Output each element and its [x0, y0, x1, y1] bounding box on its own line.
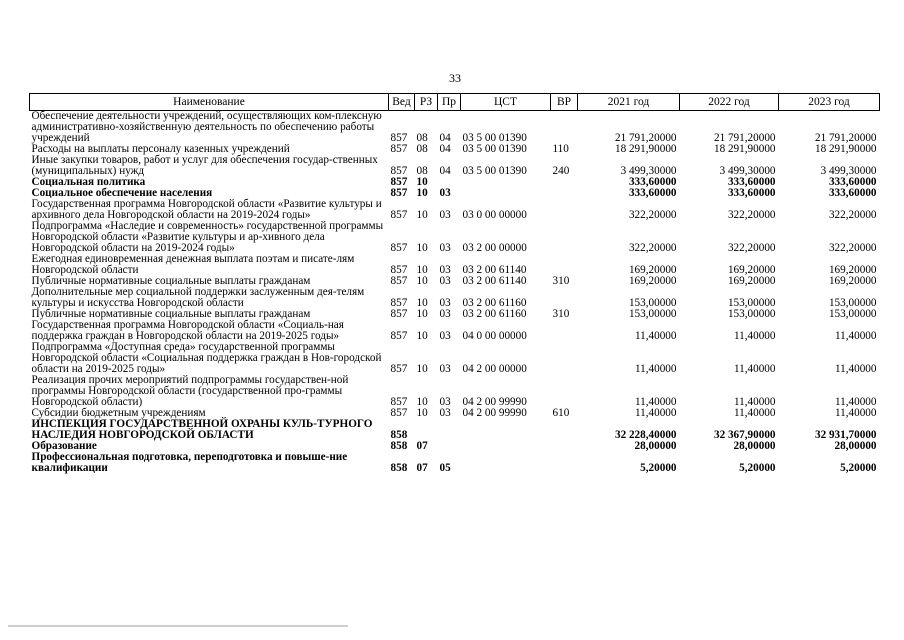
- table-cell-vr: [551, 342, 578, 375]
- table-cell-2021: 153,00000: [628, 308, 677, 320]
- table-cell-cst: 03 5 00 01390: [462, 132, 527, 144]
- table-cell-pr: 03: [439, 330, 451, 342]
- table-cell-2021: 169,20000: [628, 275, 677, 287]
- table-cell-2022: 11,40000: [733, 396, 776, 408]
- table-cell-name: Реализация прочих мероприятий подпрограммы государствен-ной программы Новгородской области (государственной про-граммы Новгородской области): [31, 374, 349, 408]
- table-cell-2021: 18 291,90000: [614, 143, 677, 155]
- table-cell-cst: [461, 452, 551, 474]
- table-cell-cst: 04 0 00 00000: [462, 330, 527, 342]
- table-cell-name: Профессиональная подготовка, переподготовка и повыше-ние квалификации: [31, 451, 348, 474]
- table-cell-ved: 857: [390, 275, 408, 287]
- table-cell-rz: 10: [416, 242, 428, 254]
- table-cell-2022: 322,20000: [727, 209, 776, 221]
- table-cell-ved: 857: [390, 407, 408, 419]
- table-cell-rz: 10: [416, 363, 428, 375]
- table-cell-rz: 07: [416, 440, 428, 452]
- table-cell-pr: 03: [439, 264, 451, 276]
- table-cell-rz: 10: [416, 308, 428, 320]
- table-cell-2023: 11,40000: [834, 330, 877, 342]
- table-cell-pr: 04: [439, 143, 451, 155]
- table-cell-2023: 11,40000: [834, 407, 877, 419]
- table-cell-name: Ежегодная единовременная денежная выплата поэтам и писате-лям Новгородской области: [31, 253, 355, 276]
- table-cell-2022: 3 499,30000: [719, 165, 776, 177]
- table-cell-2023: 21 791,20000: [814, 132, 877, 144]
- table-cell-2022: 153,00000: [727, 308, 776, 320]
- table-cell-ved: 858: [390, 440, 408, 452]
- table-cell-vr: [551, 419, 578, 441]
- table-row: [30, 452, 880, 474]
- table-cell-cst: [461, 188, 551, 199]
- header-2023: 2023 год: [779, 94, 880, 111]
- table-cell-ved: 857: [390, 242, 408, 254]
- table-cell-vr: 240: [552, 165, 570, 177]
- table-cell-vr: 310: [552, 308, 570, 320]
- table-cell-2023: 28,00000: [834, 440, 877, 452]
- table-cell-cst: [461, 177, 551, 188]
- table-cell-vr: 110: [552, 143, 569, 155]
- table-cell-cst: 03 5 00 01390: [462, 165, 527, 177]
- header-ved: Вед: [389, 94, 415, 111]
- table-cell-vr: 310: [552, 275, 570, 287]
- table-cell-2023: 333,60000: [828, 187, 877, 199]
- table-cell-2022: 153,00000: [727, 297, 776, 309]
- table-cell-2022: 11,40000: [733, 363, 776, 375]
- table-cell-rz: [415, 419, 438, 441]
- table-cell-name: Иные закупки товаров, работ и услуг для обеспечения государ-ственных (муниципальных) нужд: [31, 154, 378, 177]
- table-cell-cst: 03 2 00 61140: [462, 264, 527, 276]
- table-cell-cst: [461, 419, 551, 441]
- table-cell-rz: 08: [416, 143, 428, 155]
- table-cell-cst: 03 2 00 61160: [462, 297, 527, 309]
- table-cell-name: ИНСПЕКЦИЯ ГОСУДАРСТВЕННОЙ ОХРАНЫ КУЛЬ-ТУРНОГО НАСЛЕДИЯ НОВГОРОДСКОЙ ОБЛАСТИ: [31, 418, 373, 441]
- table-cell-cst: 03 2 00 61160: [462, 308, 527, 320]
- table-cell-2022: 21 791,20000: [713, 132, 776, 144]
- table-cell-2023: 169,20000: [828, 275, 877, 287]
- table-cell-pr: [438, 441, 461, 452]
- table-cell-rz: 10: [416, 396, 428, 408]
- table-cell-vr: [551, 254, 578, 276]
- table-cell-pr: 03: [439, 396, 451, 408]
- table-cell-vr: [551, 452, 578, 474]
- table-cell-2023: 333,60000: [828, 176, 877, 188]
- table-cell-rz: 08: [416, 132, 428, 144]
- table-cell-2023: 169,20000: [828, 264, 877, 276]
- table-cell-vr: 610: [552, 407, 570, 419]
- table-cell-2022: 5,20000: [739, 462, 776, 474]
- header-name: Наименование: [30, 94, 389, 111]
- table-cell-2023: 322,20000: [828, 209, 877, 221]
- table-cell-2022: 333,60000: [727, 176, 776, 188]
- table-row: [30, 342, 880, 375]
- table-cell-vr: [551, 111, 578, 145]
- table-header-row: [30, 94, 880, 111]
- table-cell-ved: 857: [390, 363, 408, 375]
- table-cell-cst: 03 2 00 00000: [462, 242, 527, 254]
- table-row: [30, 155, 880, 177]
- table-cell-pr: 04: [439, 165, 451, 177]
- table-cell-cst: 03 5 00 01390: [462, 143, 527, 155]
- table-row: [30, 419, 880, 441]
- header-2022: 2022 год: [680, 94, 779, 111]
- header-vr: ВР: [551, 94, 578, 111]
- table-cell-name: Обеспечение деятельности учреждений, осуществляющих ком-плексную административно-хозяйственную деятельность по обеспечению работы учреждений: [31, 110, 382, 144]
- header-pr: Пр: [438, 94, 461, 111]
- table-cell-pr: 03: [439, 275, 451, 287]
- table-cell-2021: 322,20000: [628, 242, 677, 254]
- table-cell-2023: 18 291,90000: [814, 143, 877, 155]
- page-number: 33: [449, 71, 461, 85]
- table-cell-ved: 857: [390, 165, 408, 177]
- table-cell-cst: 03 0 00 00000: [462, 209, 527, 221]
- table-cell-ved: 858: [390, 462, 408, 474]
- table-cell-2022: 32 367,90000: [713, 429, 776, 441]
- table-cell-vr: [551, 375, 578, 408]
- table-cell-2023: 3 499,30000: [820, 165, 877, 177]
- table-cell-name: Субсидии бюджетным учреждениям: [31, 407, 206, 419]
- table-cell-2022: 333,60000: [727, 187, 776, 199]
- table-cell-name: Образование: [31, 440, 97, 452]
- table-cell-ved: 857: [390, 297, 408, 309]
- table-cell-cst: 04 2 00 99990: [462, 407, 527, 419]
- table-cell-2023: 153,00000: [828, 308, 877, 320]
- table-cell-ved: 857: [390, 176, 408, 188]
- table-cell-ved: 857: [390, 132, 408, 144]
- table-cell-name: Подпрограмма «Наследие и современность» государственной программы Новгородской области «Развитие культуры и ар-хивного дела Новгородской области на 2019-2024 годы»: [31, 220, 384, 254]
- table-cell-2021: 32 228,40000: [614, 429, 677, 441]
- table-cell-rz: 08: [416, 165, 428, 177]
- table-cell-rz: 10: [416, 209, 428, 221]
- table-cell-2022: 169,20000: [727, 264, 776, 276]
- table-cell-name: Государственная программа Новгородской области «Развитие культуры и архивного дела Новгородской области на 2019-2024 годы»: [31, 198, 382, 221]
- table-cell-ved: 857: [390, 187, 408, 199]
- table-cell-name: Социальная политика: [31, 176, 146, 188]
- header-cst: ЦСТ: [461, 94, 551, 111]
- table-cell-2021: 21 791,20000: [614, 132, 677, 144]
- table-cell-name: Государственная программа Новгородской области «Социаль-ная поддержка граждан в Новгородской области на 2019-2025 годы»: [31, 319, 344, 342]
- table-cell-rz: 10: [416, 176, 428, 188]
- table-cell-2021: 333,60000: [628, 176, 677, 188]
- table-cell-2021: 3 499,30000: [620, 165, 677, 177]
- table-row: [30, 111, 880, 145]
- table-cell-2023: 32 931,70000: [814, 429, 877, 441]
- table-cell-2023: 153,00000: [828, 297, 877, 309]
- table-cell-vr: [551, 441, 578, 452]
- table-cell-2021: 333,60000: [628, 187, 677, 199]
- table-row: [30, 320, 880, 342]
- table-cell-rz: 10: [416, 407, 428, 419]
- table-cell-2021: 169,20000: [628, 264, 677, 276]
- table-cell-pr: 03: [439, 209, 451, 221]
- table-cell-pr: [438, 419, 461, 441]
- table-cell-ved: 857: [390, 209, 408, 221]
- table-cell-rz: 10: [416, 264, 428, 276]
- table-row: [30, 287, 880, 309]
- table-cell-2022: 11,40000: [733, 407, 776, 419]
- header-rz: РЗ: [415, 94, 438, 111]
- table-cell-cst: 04 2 00 99990: [462, 396, 527, 408]
- table-cell-2023: 11,40000: [834, 396, 877, 408]
- table-cell-vr: [551, 199, 578, 221]
- table-cell-2023: 11,40000: [834, 363, 877, 375]
- table-cell-rz: 10: [416, 330, 428, 342]
- table-cell-name: Социальное обеспечение населения: [31, 187, 213, 199]
- table-cell-2021: 11,40000: [634, 330, 677, 342]
- table-cell-2021: 5,20000: [640, 462, 677, 474]
- table-cell-2022: 11,40000: [733, 330, 776, 342]
- table-cell-rz: 07: [416, 462, 428, 474]
- table-row: [30, 199, 880, 221]
- header-2021: 2021 год: [578, 94, 680, 111]
- table-cell-ved: 857: [390, 330, 408, 342]
- table-cell-2023: 322,20000: [828, 242, 877, 254]
- table-cell-2022: 28,00000: [733, 440, 776, 452]
- table-cell-2021: 153,00000: [628, 297, 677, 309]
- table-cell-rz: 10: [416, 297, 428, 309]
- table-row: [30, 254, 880, 276]
- table-cell-rz: 10: [416, 275, 428, 287]
- table-cell-pr: 03: [439, 308, 451, 320]
- table-cell-2022: 18 291,90000: [713, 143, 776, 155]
- table-cell-rz: 10: [416, 187, 428, 199]
- budget-table: [29, 93, 880, 474]
- table-cell-pr: 03: [439, 363, 451, 375]
- table-cell-name: Расходы на выплаты персоналу казенных учреждений: [31, 143, 290, 155]
- table-cell-2022: 322,20000: [727, 242, 776, 254]
- table-cell-vr: [551, 221, 578, 254]
- table-cell-pr: 03: [439, 187, 451, 199]
- table-cell-name: Публичные нормативные социальные выплаты гражданам: [31, 308, 311, 320]
- table-cell-2021: 11,40000: [634, 363, 677, 375]
- table-cell-ved: 858: [390, 429, 408, 441]
- table-cell-vr: [551, 188, 578, 199]
- table-cell-2023: 5,20000: [840, 462, 877, 474]
- table-cell-ved: 857: [390, 264, 408, 276]
- table-cell-ved: 857: [390, 308, 408, 320]
- table-cell-pr: 04: [439, 132, 451, 144]
- table-cell-pr: 03: [439, 242, 451, 254]
- table-cell-cst: [461, 441, 551, 452]
- table-cell-name: Публичные нормативные социальные выплаты гражданам: [31, 275, 311, 287]
- table-cell-name: Дополнительные мер социальной поддержки заслуженным дея-телям культуры и искусства Новгородской области: [31, 286, 365, 309]
- table-cell-cst: 04 2 00 00000: [462, 363, 527, 375]
- table-cell-vr: [551, 320, 578, 342]
- table-cell-pr: 05: [439, 462, 451, 474]
- table-cell-2021: 322,20000: [628, 209, 677, 221]
- table-row: [30, 375, 880, 408]
- table-cell-vr: [551, 287, 578, 309]
- table-cell-ved: 857: [390, 143, 408, 155]
- table-cell-ved: 857: [390, 396, 408, 408]
- table-cell-name: Подпрограмма «Доступная среда» государственной программы Новгородской области «Социальная поддержка граждан в Нов-городской области на 2019-2025 годы»: [31, 341, 382, 375]
- table-cell-2021: 28,00000: [634, 440, 677, 452]
- table-cell-pr: 03: [439, 407, 451, 419]
- table-cell-vr: [551, 177, 578, 188]
- table-cell-2021: 11,40000: [634, 396, 677, 408]
- table-cell-pr: 03: [439, 297, 451, 309]
- table-cell-2021: 11,40000: [634, 407, 677, 419]
- scan-edge-line: [8, 625, 348, 627]
- table-cell-2022: 169,20000: [727, 275, 776, 287]
- table-row: [30, 221, 880, 254]
- table-cell-cst: 03 2 00 61140: [462, 275, 527, 287]
